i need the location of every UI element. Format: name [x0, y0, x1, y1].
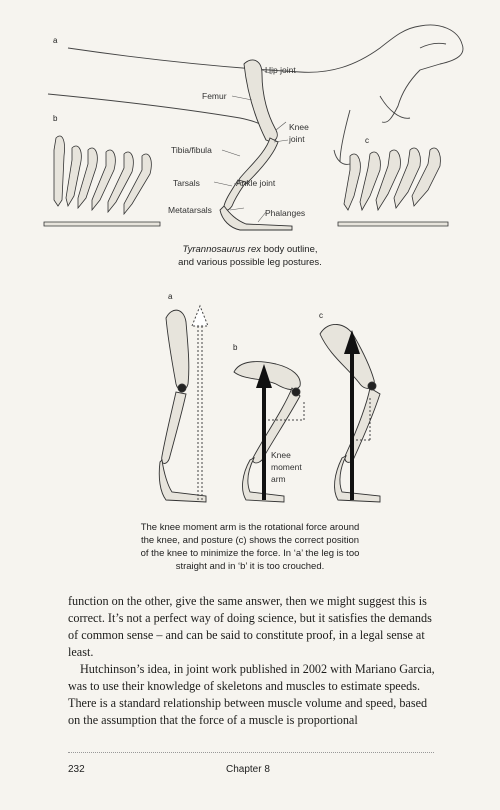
chapter-title: Chapter 8 [226, 764, 270, 775]
footer-rule [68, 752, 434, 753]
figure1-letter-a: a [53, 36, 58, 45]
figure2-letter-b: b [233, 343, 238, 352]
figure2-letter-a: a [168, 292, 173, 301]
figure1-letter-c: c [365, 136, 369, 145]
figure2-letter-c: c [319, 311, 323, 320]
label-ankle-joint: Ankle joint [236, 178, 276, 188]
body-text [68, 593, 436, 729]
knee-moment-arm-label-line2: moment [271, 462, 302, 472]
label-metatarsals: Metatarsals [168, 205, 212, 215]
figure2-caption-line3: of the knee to minimize the force. In ‘a’ the leg is too [140, 548, 360, 559]
figure1-caption-line2: and various possible leg postures. [178, 257, 322, 268]
label-knee-joint-line2: joint [289, 134, 305, 144]
knee-moment-arm-label-line1: Knee [271, 450, 291, 460]
label-hip-joint: Hip joint [265, 65, 296, 75]
label-tarsals: Tarsals [173, 178, 200, 188]
page-number: 232 [68, 764, 85, 775]
figure2-caption [110, 521, 390, 573]
label-phalanges: Phalanges [265, 208, 306, 218]
label-tibia-fibula: Tibia/fibula [171, 145, 212, 155]
figure1-letter-b: b [53, 114, 58, 123]
label-knee-joint-line1: Knee [289, 122, 309, 132]
figure2-caption-line2: the knee, and posture (c) shows the correct position [140, 535, 360, 546]
knee-moment-arm-label [271, 449, 302, 485]
figure1-caption-species: Tyrannosaurus rex [182, 244, 261, 255]
figure1-caption-line1-rest: body outline, [260, 244, 318, 255]
figure2-caption-line4: straight and in ‘b’ it is too crouched. [175, 561, 325, 572]
paragraph-2: Hutchinson’s idea, in joint work published in 2002 with Mariano Garcia, was to use their knowledge of skeletons and muscles to estimate speeds. There is a standard relationship between muscle volume and speed, based on the assumption that the force of a muscle is proportional [68, 662, 435, 727]
knee-moment-arm-label-line3: arm [271, 474, 286, 484]
paragraph-1: function on the other, give the same answer, then we might suggest this is correct. It’s not a perfect way of doing science, but it satisfies the demands of common sense – and can be said to constitute proof, in a legal sense at least. [68, 594, 432, 659]
label-femur: Femur [202, 91, 227, 101]
figure2-caption-line1: The knee moment arm is the rotational force around [140, 522, 360, 533]
